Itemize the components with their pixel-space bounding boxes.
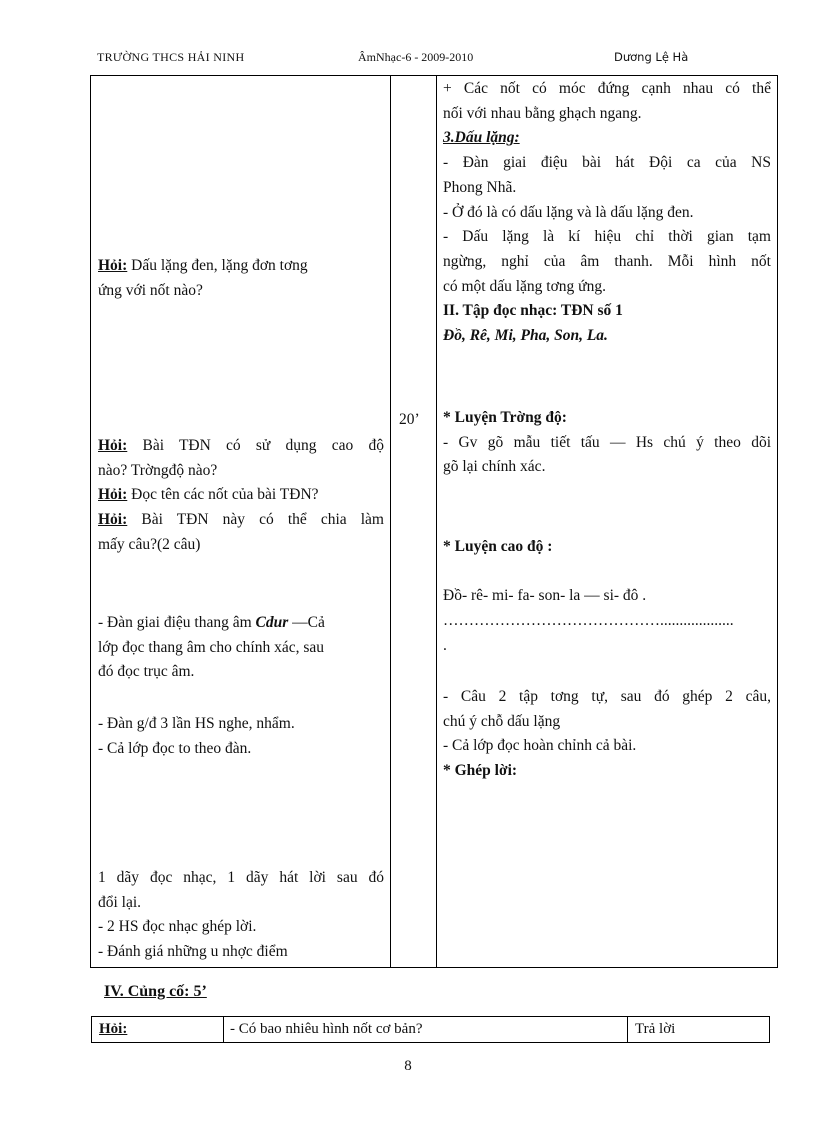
question-1: Hỏi: Dấu lặng đen, lặng đơn tơng <box>98 257 308 274</box>
note-names: Đồ, Rê, Mi, Pha, Son, La. <box>443 327 608 345</box>
rhythm-heading: * Luyện Trờng độ: <box>443 409 567 426</box>
header-school: TRƯỜNG THCS HẢI NINH <box>97 50 245 64</box>
column-divider <box>390 76 391 967</box>
time-cell: 20’ <box>399 411 420 428</box>
review-answer: Trả lời <box>635 1021 676 1037</box>
review-question: - Có bao nhiêu hình nốt cơ bản? <box>230 1021 423 1037</box>
content-pitch: * Luyện cao độ : Đồ- rê- mi- fa- son- la — si- đô . ……………………………………................... . <box>443 535 771 659</box>
question-2: Hỏi: Bài TĐN có sử dụng cao độ <box>98 437 384 454</box>
question-4: Hỏi: Bài TĐN này có thể chia làm <box>98 511 384 529</box>
section-iv-heading: IV. Củng cố: 5’ <box>104 983 207 1000</box>
page-number: 8 <box>404 1058 412 1074</box>
rest-heading: 3.Dấu lặng: <box>443 129 520 147</box>
teacher-activity-scale: - Đàn giai điệu thang âm Cdur —Cả lớp đọc thang âm cho chính xác, sau đó đọc trục âm. <box>98 611 384 685</box>
review-label: Hỏi: <box>99 1021 128 1037</box>
lesson-table <box>90 75 778 968</box>
pitch-heading: * Luyện cao độ : <box>443 538 553 555</box>
teacher-activity-lyrics: 1 dãy đọc nhạc, 1 dãy hát lời sau đó đổi lại. - 2 HS đọc nhạc ghép lời. - Đánh giá những u nhợc điểm <box>98 869 384 961</box>
column-divider <box>627 1017 628 1042</box>
content-practice: * Luyện Trờng độ: - Gv gõ mẫu tiết tấu — Hs chú ý theo dõi gõ lại chính xác. <box>443 406 771 480</box>
header-teacher: Dương Lệ Hà <box>614 50 689 64</box>
column-divider <box>436 76 437 967</box>
dotted-line: ……………………………………................... <box>443 612 734 630</box>
teacher-activity-questions: Hỏi: Bài TĐN có sử dụng cao độ nào? Trờngđộ nào? Hỏi: Đọc tên các nốt của bài TĐN? Hỏi: Bài TĐN này có thể chia làm mấy câu?(2 câu) <box>98 434 384 558</box>
scale-line: - Đàn giai điệu thang âm Cdur —Cả <box>98 614 325 631</box>
teacher-activity-play: - Đàn g/đ 3 lần HS nghe, nhẩm. - Cả lớp đọc to theo đàn. <box>98 715 295 757</box>
header-subject: ÂmNhạc-6 - 2009-2010 <box>358 50 474 64</box>
teacher-activity-column: Hỏi: Dấu lặng đen, lặng đơn tơng ứng với nốt nào? <box>98 254 384 303</box>
review-table <box>91 1016 770 1043</box>
section-ii-heading: II. Tập đọc nhạc: TĐN số 1 <box>443 302 623 320</box>
content-assembly: - Câu 2 tập tơng tự, sau đó ghép 2 câu, chú ý chỗ dấu lặng - Cả lớp đọc hoàn chỉnh cả bài. * Ghép lời: <box>443 685 771 784</box>
content-column: + Các nốt có móc đứng cạnh nhau có thể nối với nhau bằng ghạch ngang. 3.Dấu lặng: - Đàn giai điệu bài hát Đội ca của NS Phong Nhã. - Ở đó là có dấu lặng và là dấu lặng đen. - Dấu lặng là kí hiệu chỉ thời gian tạm ngừng, nghỉ của âm thanh. Mỗi hình nốt có một dấu lặng tơng ứng. II. Tập đọc nhạc: TĐN số 1 Đồ, Rê, Mi, Pha, Son, La. <box>443 77 771 349</box>
question-3: Hỏi: Đọc tên các nốt của bài TĐN? <box>98 486 319 504</box>
column-divider <box>223 1017 224 1042</box>
lyrics-heading: * Ghép lời: <box>443 762 518 780</box>
